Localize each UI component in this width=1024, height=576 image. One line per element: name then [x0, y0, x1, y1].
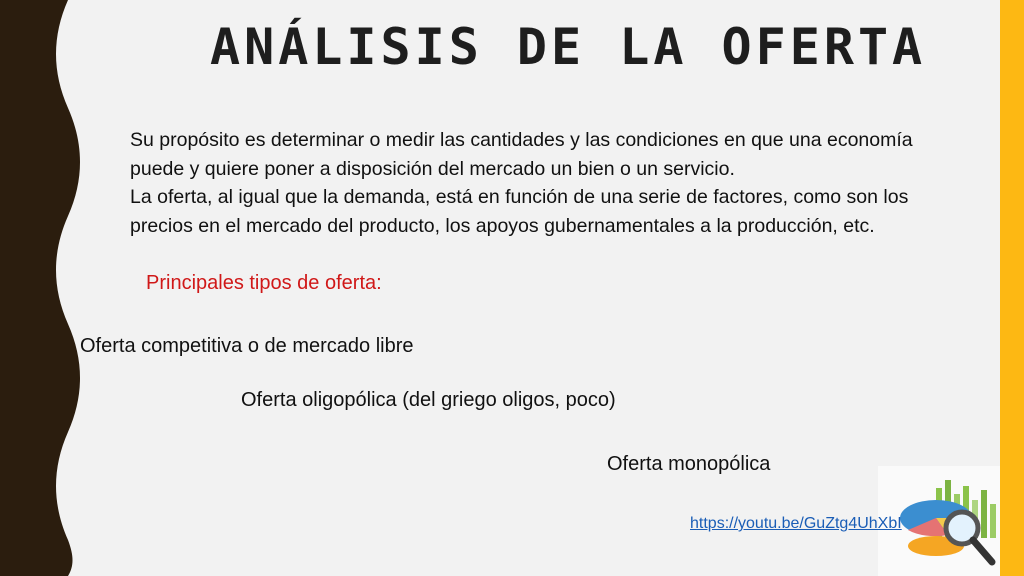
- right-accent-bar: [1000, 0, 1024, 576]
- supply-type-monopolistic: Oferta monopólica: [607, 453, 771, 475]
- decorative-wavy-band: [0, 0, 90, 576]
- supply-type-competitive: Oferta competitiva o de mercado libre: [80, 335, 414, 357]
- slide-title: ANÁLISIS DE LA OFERTA: [210, 18, 927, 76]
- supply-types-heading: Principales tipos de oferta:: [146, 272, 382, 294]
- body-text: [130, 126, 950, 240]
- supply-type-oligopolistic: Oferta oligopólica (del griego oligos, poco): [241, 389, 616, 411]
- paragraph-purpose: Su propósito es determinar o medir las cantidades y las condiciones en que una economía puede y quiere poner a disposición del mercado un bien o un servicio.: [130, 129, 913, 180]
- paragraph-factors: La oferta, al igual que la demanda, está en función de una serie de factores, como son los precios en el mercado del producto, los apoyos gubernamentales a la producción, etc.: [130, 186, 909, 237]
- youtube-link[interactable]: https://youtu.be/GuZtg4UhXbI: [690, 515, 902, 532]
